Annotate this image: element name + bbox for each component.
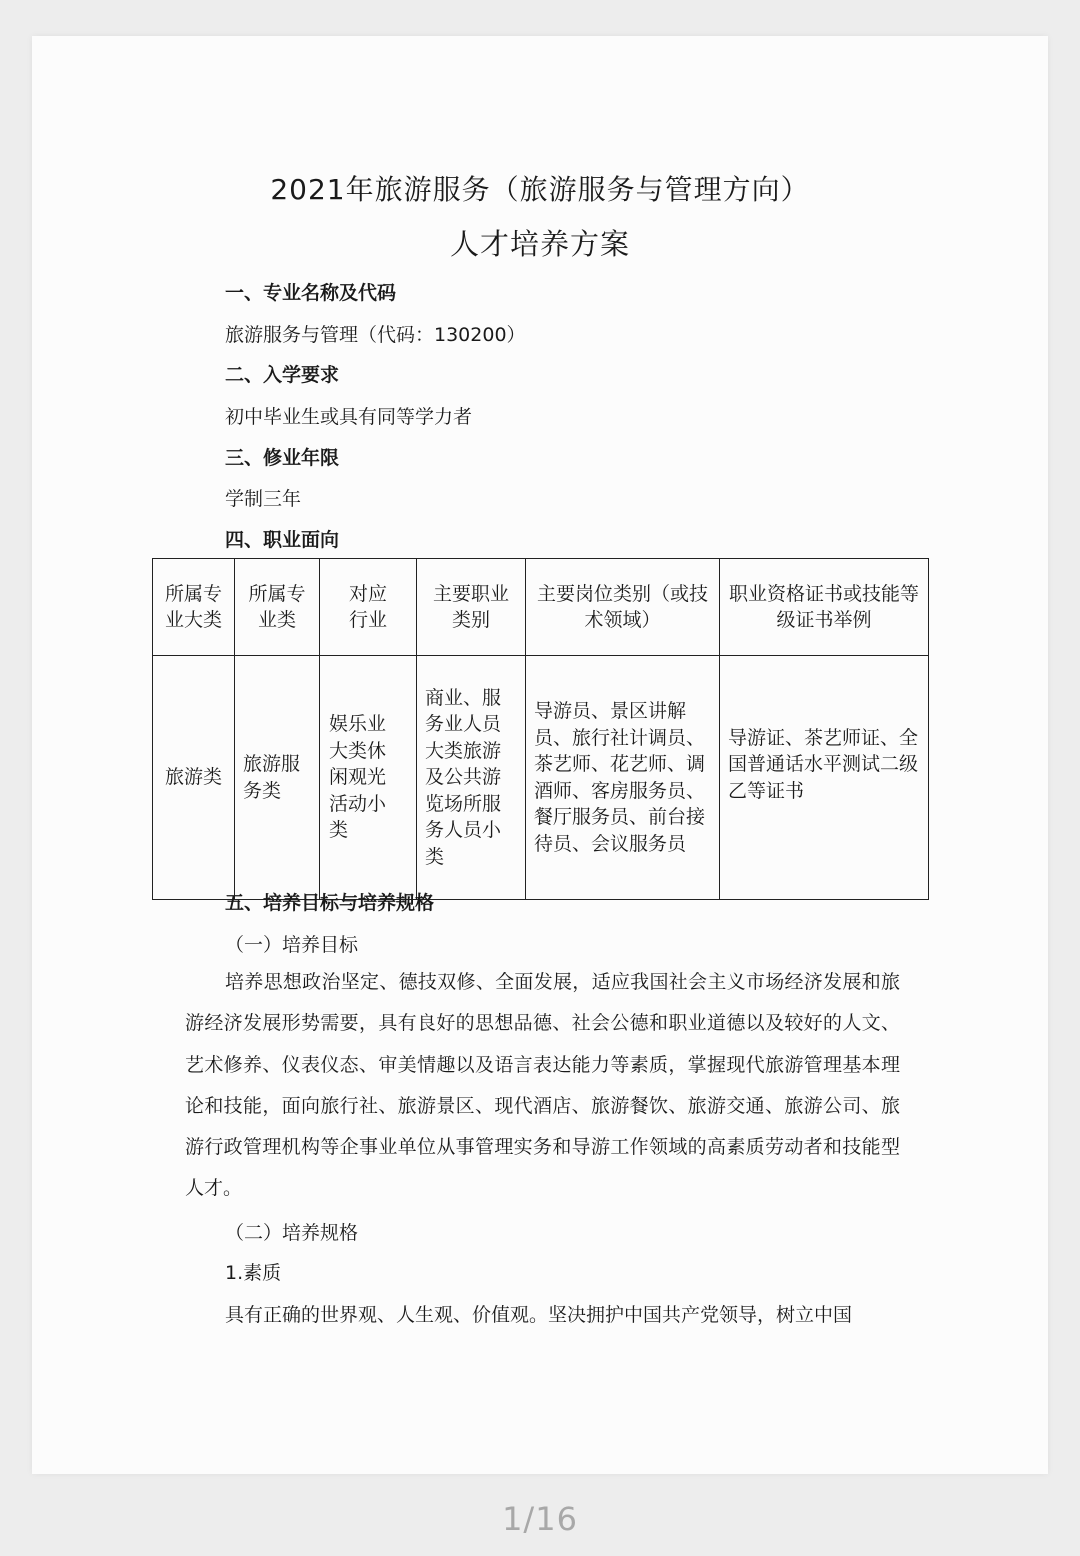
document-page <box>32 36 1048 1474</box>
section-3-heading: 三、修业年限 <box>225 447 340 469</box>
table-cell: 旅游类 <box>153 656 235 900</box>
table-cell: 娱乐业大类休闲观光活动小类 <box>320 656 417 900</box>
table-cell: 导游证、茶艺师证、全国普通话水平测试二级乙等证书 <box>720 656 929 900</box>
quality-item-heading: 1.素质 <box>225 1262 282 1284</box>
training-goal-paragraph: 培养思想政治坚定、德技双修、全面发展，适应我国社会主义市场经济发展和旅游经济发展形势需要，具有良好的思想品德、社会公德和职业道德以及较好的人文、艺术修养、仪表仪态、审美情趣以及语言表达能力等素质，掌握现代旅游管理基本理论和技能，面向旅行社、旅游景区、现代酒店、旅游餐饮、旅游交通、旅游公司、旅游行政管理机构等企事业单位从事管理实务和导游工作领域的高素质劳动者和技能型人才。 <box>185 971 900 1200</box>
document-title: 2021年旅游服务（旅游服务与管理方向） <box>270 173 810 206</box>
table-cell: 导游员、景区讲解员、旅行社计调员、茶艺师、花艺师、调酒师、客房服务员、餐厅服务员、前台接待员、会议服务员 <box>526 656 720 900</box>
section-4-heading: 四、职业面向 <box>225 529 340 551</box>
section-1-body: 旅游服务与管理（代码：130200） <box>225 324 526 346</box>
table-cell: 旅游服务类 <box>235 656 320 900</box>
section-1-heading: 一、专业名称及代码 <box>225 282 397 304</box>
table-header-cell: 职业资格证书或技能等级证书举例 <box>720 559 929 656</box>
section-5-subheading-specs: （二）培养规格 <box>225 1222 359 1244</box>
table-header-row <box>153 559 929 656</box>
section-2-body: 初中毕业生或具有同等学力者 <box>225 406 473 428</box>
section-3-body: 学制三年 <box>225 488 302 510</box>
section-5-subheading-goals: （一）培养目标 <box>225 934 359 956</box>
document-subtitle: 人才培养方案 <box>449 227 630 261</box>
table-row <box>153 656 929 900</box>
section-2-heading: 二、入学要求 <box>225 364 340 386</box>
career-orientation-table <box>152 558 929 900</box>
table-header-cell: 对应行业 <box>320 559 417 656</box>
table-header-cell: 主要职业类别 <box>417 559 526 656</box>
page-indicator: 1/16 <box>502 1500 578 1538</box>
section-5-heading: 五、培养目标与培养规格 <box>225 892 435 914</box>
table-header-cell: 主要岗位类别（或技术领域） <box>526 559 720 656</box>
table-header-cell: 所属专业大类 <box>153 559 235 656</box>
table-header-cell: 所属专业类 <box>235 559 320 656</box>
quality-item-body: 具有正确的世界观、人生观、价值观。坚决拥护中国共产党领导，树立中国 <box>225 1304 853 1326</box>
table-cell: 商业、服务业人员大类旅游及公共游览场所服务人员小类 <box>417 656 526 900</box>
